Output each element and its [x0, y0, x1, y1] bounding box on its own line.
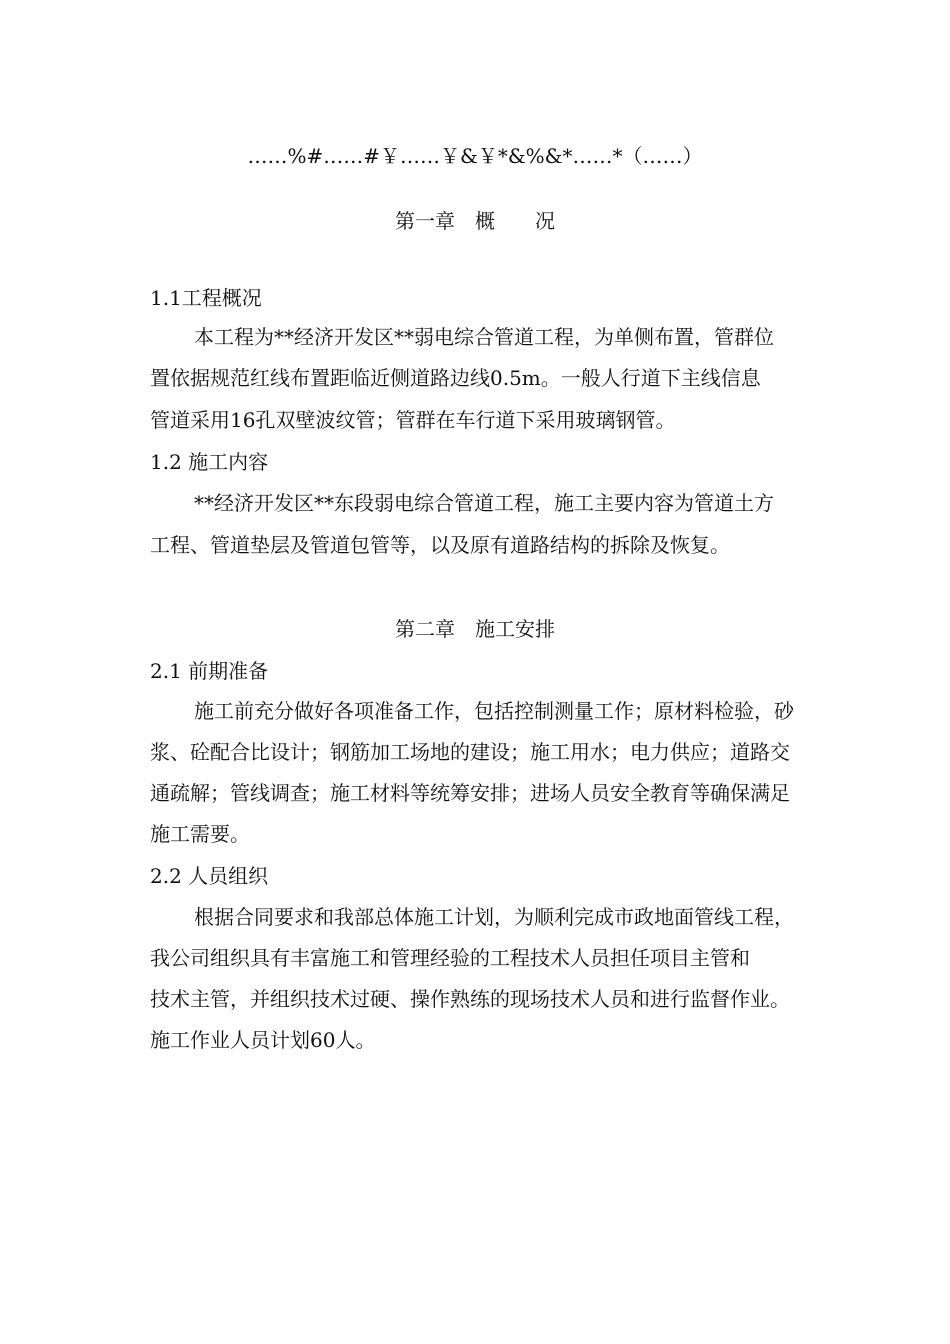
section-1-1-line-3: 管道采用16孔双壁波纹管；管群在车行道下采用玻璃钢管。 — [150, 408, 676, 432]
section-1-2-line-1: **经济开发区**东段弱电综合管道工程，施工主要内容为管道土方 — [194, 491, 774, 515]
section-1-1-heading: 1.1工程概况 — [150, 286, 262, 310]
chapter-2-title: 第二章 施工安排 — [395, 617, 555, 641]
section-2-1-line-2: 浆、砼配合比设计；钢筋加工场地的建设；施工用水；电力供应；道路交 — [150, 740, 790, 764]
section-2-1-line-3: 通疏解；管线调查；施工材料等统筹安排；进场人员安全教育等确保满足 — [150, 781, 790, 805]
section-2-1-heading: 2.1 前期准备 — [150, 659, 269, 683]
section-1-1-line-2: 置依据规范红线布置距临近侧道路边线0.5m。一般人行道下主线信息 — [150, 366, 761, 390]
section-2-1-line-1: 施工前充分做好各项准备工作，包括控制测量工作；原材料检验，砂 — [194, 699, 794, 723]
section-2-2-line-1: 根据合同要求和我部总体施工计划，为顺利完成市政地面管线工程， — [194, 905, 794, 929]
section-2-2-heading: 2.2 人员组织 — [150, 864, 269, 888]
section-2-2-line-4: 施工作业人员计划60人。 — [150, 1028, 376, 1052]
section-2-2-line-2: 我公司组织具有丰富施工和管理经验的工程技术人员担任项目主管和 — [150, 946, 750, 970]
section-1-2-line-2: 工程、管道垫层及管道包管等，以及原有道路结构的拆除及恢复。 — [150, 533, 730, 557]
section-1-1-line-1: 本工程为**经济开发区**弱电综合管道工程，为单侧布置，管群位 — [194, 325, 774, 349]
section-1-2-heading: 1.2 施工内容 — [150, 450, 269, 474]
section-2-2-line-3: 技术主管，并组织技术过硬、操作熟练的现场技术人员和进行监督作业。 — [150, 987, 790, 1011]
header-line: ……%#……#￥……￥&￥*&%&*……*（……） — [247, 144, 703, 168]
chapter-1-title: 第一章 概 况 — [395, 209, 555, 233]
section-2-1-line-4: 施工需要。 — [150, 822, 250, 846]
